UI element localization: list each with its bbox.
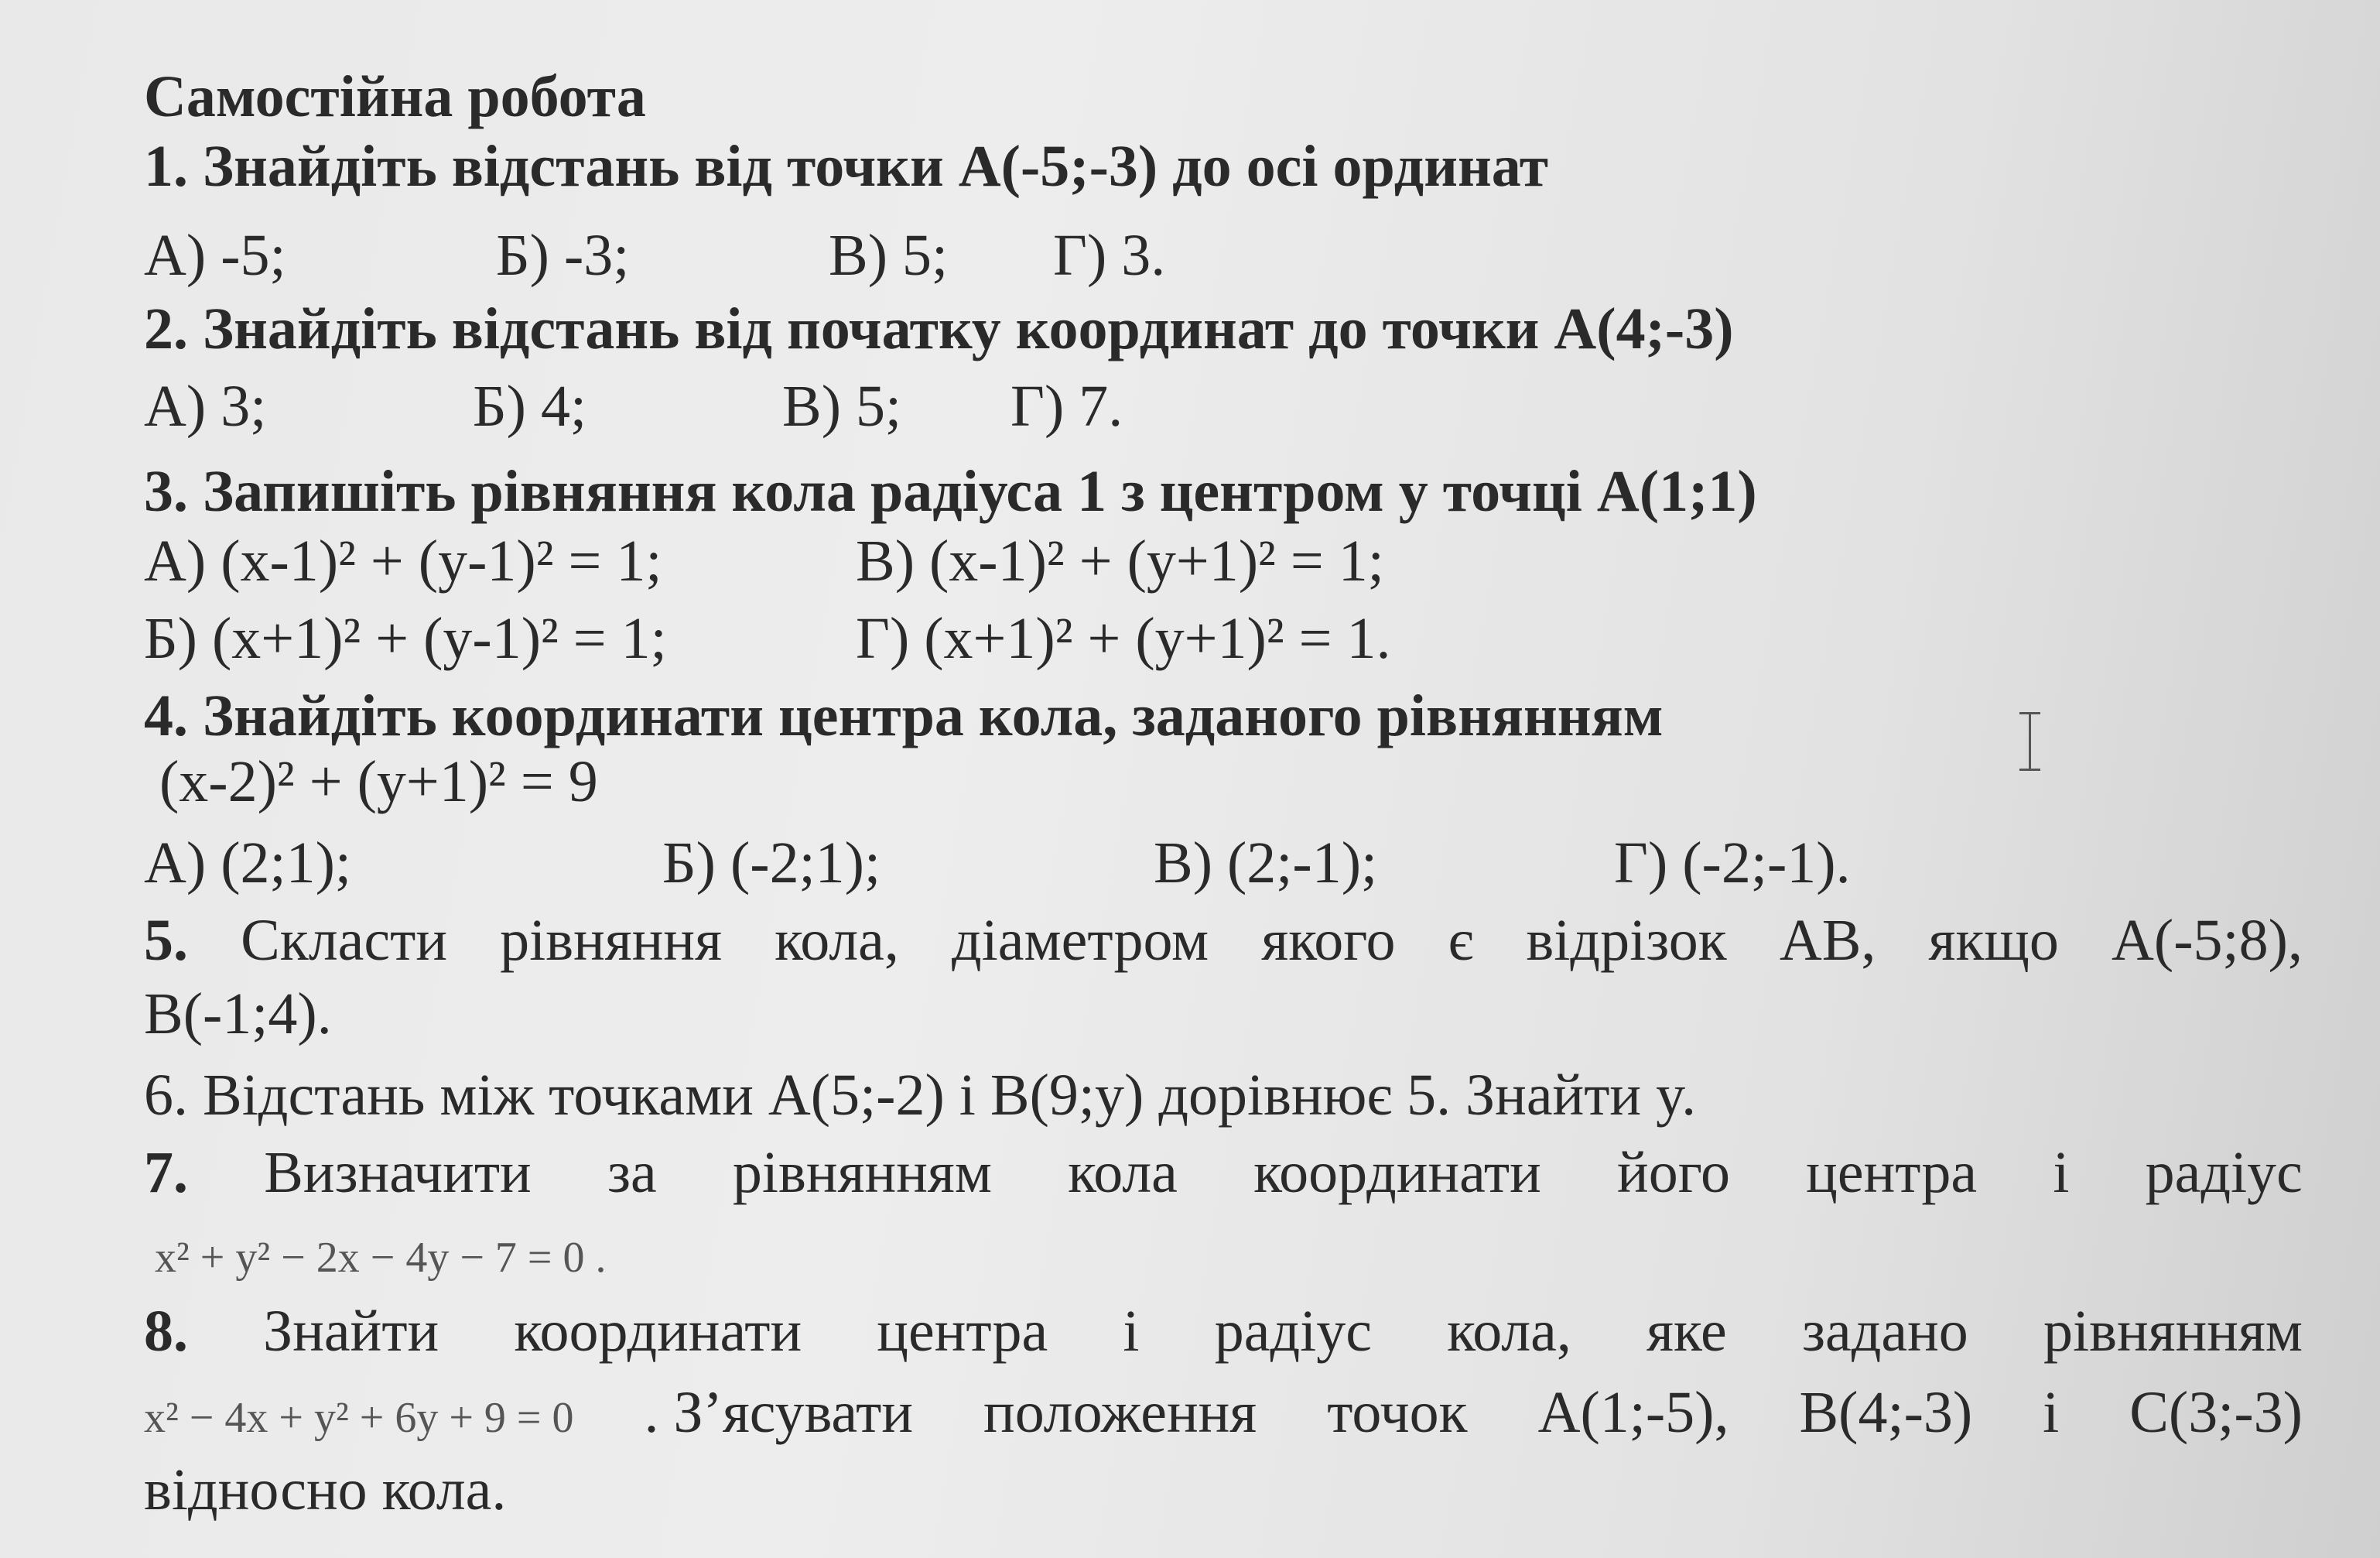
q8-equation: x² − 4x + y² + 6y + 9 = 0 <box>144 1394 574 1442</box>
q7-number: 7. <box>144 1140 188 1205</box>
q8-number: 8. <box>144 1299 188 1364</box>
q7-word: радіус <box>2145 1140 2303 1205</box>
q5-word: А(-5;8), <box>2112 908 2303 973</box>
q5-word: діаметром <box>952 908 1209 973</box>
q8-word: кола, <box>1447 1299 1571 1364</box>
q7-equation: x² + y² − 2x − 4y − 7 = 0 . <box>155 1234 607 1282</box>
q4-option-d: Г) (-2;-1). <box>1614 830 1851 895</box>
q1-option-c: В) 5; <box>829 223 949 288</box>
q8-word: радіус <box>1214 1299 1372 1364</box>
q4-option-a: А) (2;1); <box>144 830 352 895</box>
q8-word: В(4;-3) <box>1799 1380 1973 1445</box>
q3-option-b: Б) (x+1)² + (y-1)² = 1; <box>144 606 667 671</box>
q4-option-b: Б) (-2;1); <box>662 830 881 895</box>
text-cursor-icon <box>2018 712 2041 771</box>
q8-word: . З’ясувати <box>644 1380 914 1445</box>
q3-option-d: Г) (x+1)² + (y+1)² = 1. <box>856 606 1391 671</box>
q8-word: положення <box>983 1380 1257 1445</box>
question-1: 1. Знайдіть відстань від точки А(-5;-3) до осі ординат <box>144 134 1549 199</box>
q5-word: рівняння <box>500 908 723 973</box>
question-8-line-2 <box>144 1378 2303 1453</box>
q7-word: центра <box>1806 1140 1978 1205</box>
page-title: Самостійна робота <box>144 64 646 129</box>
q5-word: АВ, <box>1779 908 1876 973</box>
q7-word: рівнянням <box>732 1140 992 1205</box>
question-2: 2. Знайдіть відстань від початку координат до точки А(4;-3) <box>144 296 1734 361</box>
q8-word: С(3;-3) <box>2129 1380 2303 1445</box>
q7-word: і <box>2053 1140 2070 1205</box>
question-7-line-1 <box>144 1138 2303 1207</box>
q2-option-d: Г) 7. <box>1010 374 1123 439</box>
q5-word: відрізок <box>1526 908 1727 973</box>
question-4: 4. Знайдіть координати центра кола, заданого рівнянням <box>144 683 1664 748</box>
q8-word: координати <box>514 1299 802 1364</box>
q1-option-d: Г) 3. <box>1053 223 1166 288</box>
q1-option-b: Б) -3; <box>496 223 630 288</box>
q2-option-c: В) 5; <box>782 374 902 439</box>
question-3: 3. Запишіть рівняння кола радіуса 1 з центром у точці А(1;1) <box>144 459 1757 524</box>
q1-option-a: А) -5; <box>144 223 286 288</box>
q5-word: є <box>1448 908 1474 973</box>
question-8-line-1 <box>144 1296 2303 1366</box>
q8-word: точок <box>1327 1380 1468 1445</box>
q8-word: А(1;-5), <box>1537 1380 1729 1445</box>
q7-word: кола <box>1068 1140 1178 1205</box>
q8-word: центра <box>877 1299 1048 1364</box>
q3-option-a: А) (x-1)² + (y-1)² = 1; <box>144 529 662 594</box>
q4-option-c: В) (2;-1); <box>1154 830 1378 895</box>
q8-word: задано <box>1801 1299 1968 1364</box>
question-5-line-2: В(-1;4). <box>144 981 332 1046</box>
q2-option-b: Б) 4; <box>473 374 587 439</box>
q3-option-c: В) (x-1)² + (y+1)² = 1; <box>856 529 1384 594</box>
q7-word: його <box>1617 1140 1730 1205</box>
q5-word: кола, <box>775 908 899 973</box>
q2-option-a: А) 3; <box>144 374 267 439</box>
q5-word: Скласти <box>241 908 447 973</box>
q7-word: Визначити <box>264 1140 532 1205</box>
q5-number: 5. <box>144 908 188 973</box>
q8-word: і <box>1123 1299 1140 1364</box>
q8-word: яке <box>1647 1299 1727 1364</box>
q7-word: за <box>607 1140 657 1205</box>
q5-word: якщо <box>1928 908 2059 973</box>
q8-word: Знайти <box>263 1299 439 1364</box>
question-6: 6. Відстань між точками А(5;-2) і В(9;y) дорівнює 5. Знайти y. <box>144 1063 1697 1128</box>
q4-equation: (x-2)² + (y+1)² = 9 <box>159 749 598 814</box>
question-5-line-1 <box>144 906 2303 975</box>
question-8-line-3: відносно кола. <box>144 1457 507 1522</box>
q7-word: координати <box>1253 1140 1541 1205</box>
q8-word: рівнянням <box>2043 1299 2303 1364</box>
q8-word: і <box>2043 1380 2060 1445</box>
q5-word: якого <box>1261 908 1396 973</box>
